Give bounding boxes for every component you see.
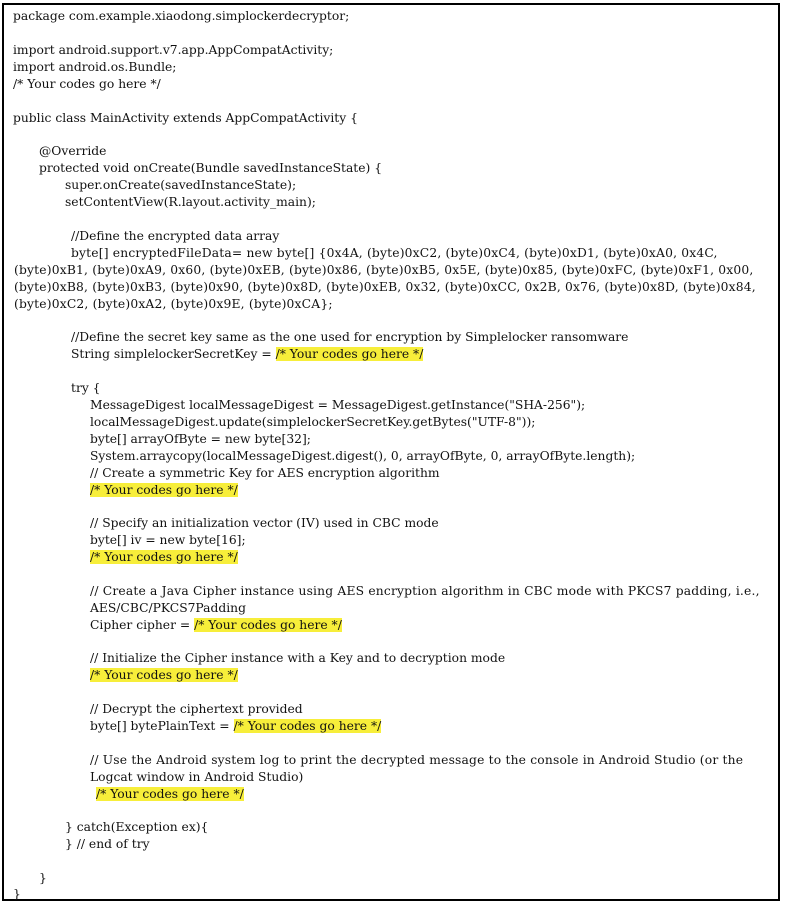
code-text: System.arraycopy(localMessageDigest.digest(), 0, arrayOfByte, 0, arrayOfByte.length); [90, 449, 636, 463]
code-line [71, 329, 628, 346]
code-text: String simplelockerSecretKey = [71, 347, 276, 361]
code-line [90, 414, 535, 431]
code-line [90, 532, 246, 549]
code-line [13, 76, 161, 93]
code-line-with-placeholder [90, 617, 342, 634]
code-text: //Define the secret key same as the one used for encryption by Simplelocker ransomware [71, 330, 629, 344]
code-text: protected void onCreate(Bundle savedInstanceState) { [39, 161, 383, 175]
code-line [90, 465, 440, 482]
code-line [90, 701, 303, 718]
code-text: public class MainActivity extends AppCompatActivity { [13, 111, 358, 125]
code-line [14, 296, 333, 313]
code-text: @Override [39, 144, 107, 158]
code-line-with-placeholder [90, 549, 238, 566]
code-text: } [39, 871, 47, 885]
code-line [90, 769, 303, 786]
code-placeholder-highlight: /* Your codes go here */ [194, 618, 342, 632]
code-placeholder-highlight: /* Your codes go here */ [96, 787, 244, 801]
code-text: // Create a symmetric Key for AES encryption algorithm [90, 466, 440, 480]
code-text: (byte)0xC2, (byte)0xA2, (byte)0x9E, (byte)0xCA}; [14, 297, 333, 311]
code-line [39, 143, 106, 160]
code-text: Cipher cipher = [90, 618, 195, 632]
code-line [90, 515, 439, 532]
code-text: /* Your codes go here */ [13, 77, 161, 91]
code-line [13, 42, 333, 59]
code-line-with-placeholder [90, 667, 238, 684]
code-line [65, 177, 296, 194]
code-placeholder-highlight: /* Your codes go here */ [90, 483, 238, 497]
code-line-with-placeholder [90, 718, 381, 735]
code-text: byte[] encryptedFileData= new byte[] {0x4A, (byte)0xC2, (byte)0xC4, (byte)0xD1, (byte)0xA0, 0x4C, [71, 246, 718, 260]
code-placeholder-highlight: /* Your codes go here */ [275, 347, 424, 361]
code-line [39, 160, 382, 177]
code-text: import android.support.v7.app.AppCompatActivity; [13, 43, 334, 57]
code-line [65, 194, 316, 211]
code-line [71, 228, 279, 245]
code-text: // Specify an initialization vector (IV) used in CBC mode [90, 516, 439, 530]
code-text: AES/CBC/PKCS7Padding [90, 601, 246, 615]
code-line [90, 650, 505, 667]
code-line [65, 836, 150, 853]
code-text: import android.os.Bundle; [13, 60, 177, 74]
code-text: } // end of try [65, 837, 150, 851]
code-text: setContentView(R.layout.activity_main); [65, 195, 316, 209]
code-line [65, 819, 208, 836]
code-line-with-placeholder [96, 786, 244, 803]
code-line [90, 397, 585, 414]
code-line [90, 752, 743, 769]
code-text: // Create a Java Cipher instance using AES encryption algorithm in CBC mode with PKCS7 padding, i.e., [90, 584, 760, 598]
code-text: byte[] iv = new byte[16]; [90, 533, 246, 547]
code-text: byte[] bytePlainText = [90, 719, 234, 733]
code-line-with-placeholder [71, 346, 423, 363]
code-line [71, 245, 718, 262]
code-text: } catch(Exception ex){ [65, 820, 209, 834]
code-line [90, 583, 760, 600]
code-line [14, 262, 754, 279]
code-line-with-placeholder [90, 482, 238, 499]
code-placeholder-highlight: /* Your codes go here */ [90, 550, 238, 564]
code-text: (byte)0xB1, (byte)0xA9, 0x60, (byte)0xEB, (byte)0x86, (byte)0xB5, 0x5E, (byte)0x85, (byte)0xFC, (byte)0xF1, 0x00, [14, 263, 754, 277]
code-line [90, 431, 311, 448]
code-text: } [13, 887, 21, 901]
code-line [13, 110, 358, 127]
code-line [14, 279, 756, 296]
code-line [13, 886, 21, 903]
code-line [90, 448, 635, 465]
code-line [39, 870, 47, 887]
code-line [13, 8, 349, 25]
code-text: // Use the Android system log to print the decrypted message to the console in Android Studio (or the [90, 753, 744, 767]
code-text: localMessageDigest.update(simplelockerSecretKey.getBytes("UTF-8")); [90, 415, 536, 429]
code-text: super.onCreate(savedInstanceState); [65, 178, 297, 192]
code-text: byte[] arrayOfByte = new byte[32]; [90, 432, 311, 446]
code-text: MessageDigest localMessageDigest = MessageDigest.getInstance("SHA-256"); [90, 398, 586, 412]
code-line [90, 600, 246, 617]
code-text: try { [71, 381, 101, 395]
code-text: // Decrypt the ciphertext provided [90, 702, 303, 716]
code-text: package com.example.xiaodong.simplockerdecryptor; [13, 9, 350, 23]
code-line [13, 59, 176, 76]
code-text: // Initialize the Cipher instance with a Key and to decryption mode [90, 651, 506, 665]
code-placeholder-highlight: /* Your codes go here */ [233, 719, 382, 733]
code-placeholder-highlight: /* Your codes go here */ [90, 668, 238, 682]
code-text: (byte)0xB8, (byte)0xB3, (byte)0x90, (byte)0x8D, (byte)0xEB, 0x32, (byte)0xCC, 0x2B, 0x76, (byte)0x8D, (byte)0x84, [14, 280, 756, 294]
code-line [71, 380, 101, 397]
code-text: //Define the encrypted data array [71, 229, 280, 243]
code-text: Logcat window in Android Studio) [90, 770, 304, 784]
